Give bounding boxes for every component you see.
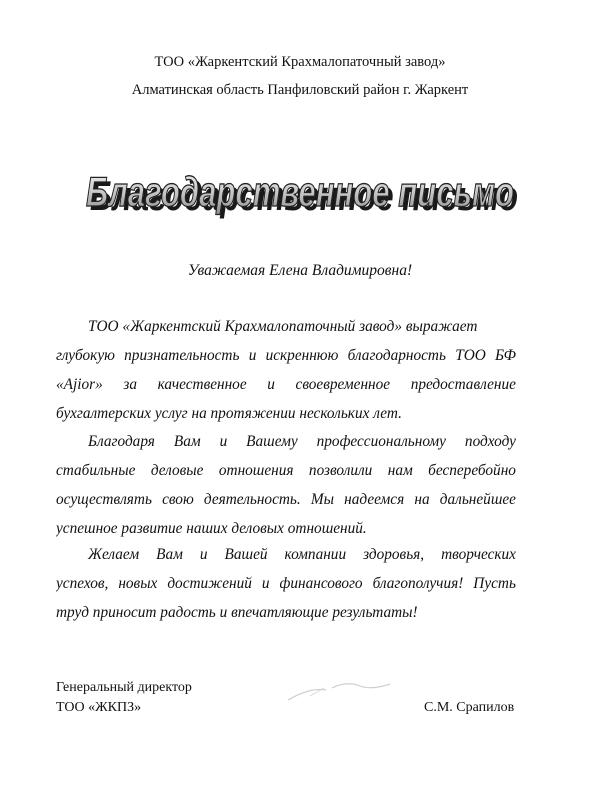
word: и — [199, 546, 208, 563]
word: и — [267, 376, 275, 393]
word: БФ — [495, 347, 516, 364]
text-line — [56, 569, 516, 598]
signature-scribble — [280, 670, 400, 710]
word: успехов, — [56, 575, 109, 592]
word: ТОО — [455, 347, 486, 364]
text-line — [56, 456, 516, 485]
word: на — [414, 491, 430, 508]
word: Желаем — [88, 546, 140, 563]
word: достижений — [167, 575, 252, 592]
text-line — [56, 485, 516, 514]
word: новых — [118, 575, 158, 592]
word: свою — [162, 491, 194, 508]
word: Вам — [173, 433, 201, 450]
letter-title-banner — [72, 160, 528, 230]
company-header: ТОО «Жаркентский Крахмалопаточный завод» — [154, 54, 446, 70]
word: творческих — [441, 546, 516, 563]
word: «Ajior» — [56, 376, 103, 393]
paragraph-3 — [56, 540, 516, 627]
word: отношения — [218, 462, 294, 479]
word: Мы — [310, 491, 334, 508]
greeting: Уважаемая Елена Владимировна! — [187, 262, 413, 279]
title-shadow: Благодарственное письмо — [90, 172, 518, 219]
word: профессиональному — [316, 433, 446, 450]
paragraph-2 — [56, 427, 516, 543]
letter-title: Благодарственное письмо — [86, 168, 514, 215]
word: Пусть — [473, 575, 516, 592]
word: дальнейшее — [439, 491, 516, 508]
word: признательность — [124, 347, 240, 364]
text-line: труд приносит радость и впечатляющие результаты! — [56, 604, 418, 621]
word: осуществлять — [56, 491, 152, 508]
word: позволили — [308, 462, 373, 479]
word: Вам — [156, 546, 183, 563]
word: компании — [284, 546, 347, 563]
company-address: Алматинская область Панфиловский район г. Жаркент — [131, 82, 469, 98]
text-line: ТОО «Жаркентский Крахмалопаточный завод» выражает — [88, 318, 478, 335]
word: и — [219, 433, 228, 450]
word: искреннюю — [265, 347, 339, 364]
text-line — [56, 370, 516, 399]
word: за — [123, 376, 137, 393]
text-line — [56, 540, 516, 569]
word: деятельность. — [203, 491, 301, 508]
word: подходу — [464, 433, 516, 450]
word: и — [261, 575, 270, 592]
text-line: успешное развитие наших деловых отношений. — [56, 520, 367, 537]
word: глубокую — [56, 347, 115, 364]
word: бесперебойно — [428, 462, 516, 479]
paragraph-1 — [56, 312, 516, 428]
word: Вашему — [246, 433, 298, 450]
word: и — [248, 347, 257, 364]
word: нам — [387, 462, 413, 479]
word: деловые — [150, 462, 204, 479]
text-line — [56, 341, 516, 370]
signatory-block — [56, 678, 192, 718]
word: надеемся — [344, 491, 405, 508]
word: Вашей — [224, 546, 268, 563]
word: благополучия! — [372, 575, 464, 592]
word: своевременное — [295, 376, 391, 393]
signatory-name: С.М. Срапилов — [424, 700, 515, 715]
word: Благодаря — [88, 433, 155, 450]
word: здоровья, — [363, 546, 425, 563]
signatory-organization: ТОО «ЖКПЗ» — [56, 700, 142, 715]
word: благодарность — [347, 347, 446, 364]
text-line — [56, 427, 516, 456]
signatory-position: Генеральный директор — [56, 680, 192, 695]
word: финансового — [279, 575, 363, 592]
word: предоставление — [410, 376, 516, 393]
text-line: бухгалтерских услуг на протяжении нескольких лет. — [56, 405, 402, 422]
word: стабильные — [56, 462, 136, 479]
word: качественное — [157, 376, 247, 393]
